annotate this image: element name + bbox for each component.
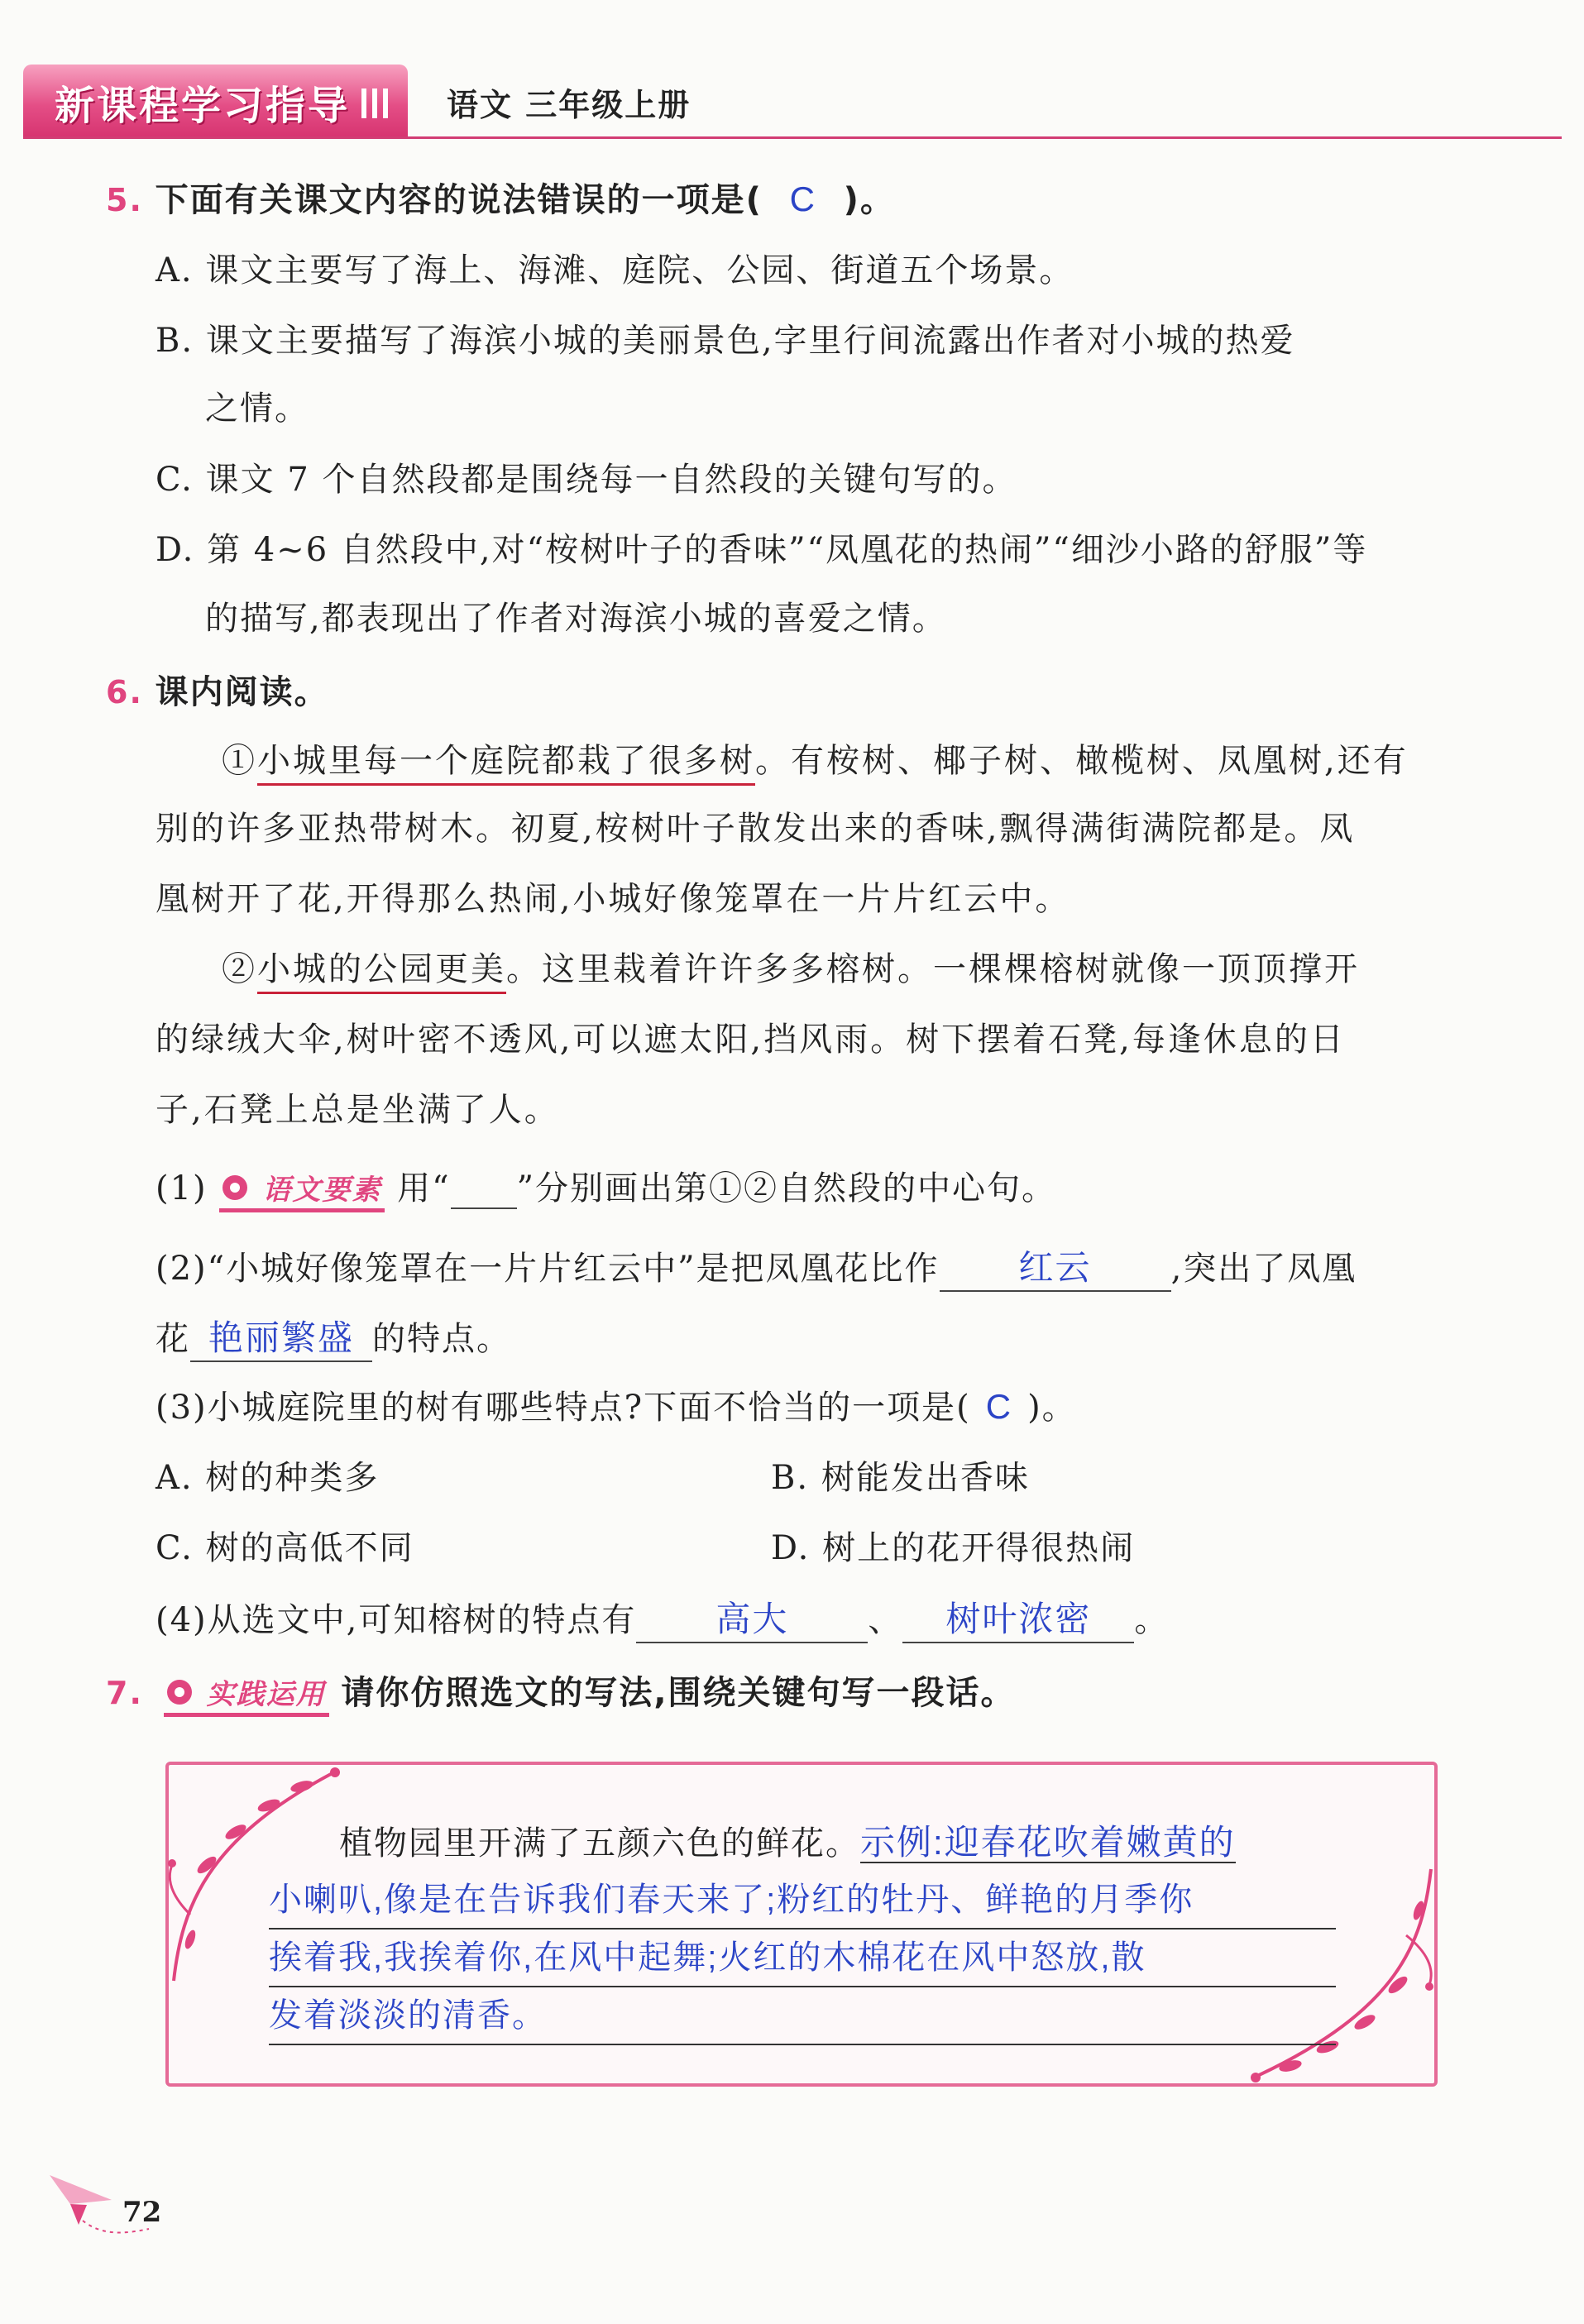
q6-sub1: [156, 1162, 1056, 1212]
q5-option-a: A. 课文主要写了海上、海滩、庭院、公园、街道五个场景。: [156, 251, 1074, 289]
sub1-underline-sample: [451, 1169, 517, 1209]
p1-rest: 。有桉树、椰子树、橄榄树、凤凰树,还有: [755, 742, 1409, 780]
sub3-option-b: B. 树能发出香味: [771, 1459, 1030, 1497]
q6-sub3: [156, 1381, 1077, 1428]
sub2-answer-1[interactable]: 红云: [940, 1241, 1171, 1292]
q5-prompt: [106, 174, 895, 221]
q6-number: 6.: [106, 674, 143, 710]
sub1-number: (1): [156, 1169, 208, 1207]
brand-banner: [23, 65, 408, 139]
q6-sub4: [156, 1592, 1169, 1643]
q6-passage-p2-line3: 子,石凳上总是坐满了人。: [156, 1091, 560, 1129]
brand-bars-decoration: [361, 85, 388, 118]
q6-passage-p1-line1: [222, 734, 1409, 782]
q7-number: 7.: [106, 1675, 143, 1711]
q6-passage-p1-line2: 别的许多亚热带树木。初夏,桉树叶子散发出来的香味,飘得满街满院都是。凤: [156, 810, 1356, 848]
writing-given-sentence: 植物园里开满了五颜六色的鲜花。: [339, 1824, 860, 1863]
tag-label: 语文要素: [262, 1174, 382, 1207]
p1-key-sentence: 小城里每一个庭院都栽了很多树: [257, 742, 755, 786]
speaker-icon: [167, 1680, 192, 1705]
sub2-text-c: 花: [156, 1320, 190, 1358]
writing-row-1: [339, 1815, 1236, 1870]
q5-option-c: C. 课文 7 个自然段都是围绕每一自然段的关键句写的。: [156, 461, 1017, 499]
writing-answer-line-1[interactable]: 示例:迎春花吹着嫩黄的: [860, 1823, 1236, 1862]
sub4-sep: 、: [868, 1601, 903, 1639]
sub3-option-a: A. 树的种类多: [156, 1459, 380, 1497]
brand-title: 新课程学习指导: [55, 82, 351, 129]
sub3-answer: C: [985, 1387, 1013, 1426]
writing-answer-line-2[interactable]: 小喇叭,像是在告诉我们春天来了;粉红的牡丹、鲜艳的月季你: [269, 1873, 1336, 1929]
sub2-text-b: ,突出了凤凰: [1170, 1250, 1357, 1288]
writing-answer-line-4[interactable]: 发着淡淡的清香。: [269, 1989, 1336, 2045]
q7-prompt: 请你仿照选文的写法,围绕关键句写一段话。: [341, 1674, 1016, 1712]
q5-option-b-cont: 之情。: [205, 390, 309, 428]
q7-heading: [106, 1666, 1016, 1717]
p2-marker: ②: [222, 950, 257, 988]
sub2-answer-2[interactable]: 艳丽繁盛: [190, 1311, 372, 1362]
p2-key-sentence: 小城的公园更美: [257, 950, 506, 994]
header-divider: [23, 136, 1562, 139]
sub1-text-b: ”分别画出第①②自然段的中心句。: [516, 1169, 1057, 1207]
sub1-text-a: 用“: [397, 1169, 451, 1207]
p1-marker: ①: [222, 742, 257, 780]
sub4-text-a: (4)从选文中,可知榕树的特点有: [156, 1601, 637, 1639]
tag-shijian-yunyong: [164, 1676, 329, 1717]
q5-answer: C: [789, 179, 816, 218]
subject-label: 语文 三年级上册: [447, 87, 692, 123]
q5-option-d-cont: 的描写,都表现出了作者对海滨小城的喜爱之情。: [205, 600, 947, 638]
q6-sub2-line2: [156, 1311, 511, 1362]
page-number: 72: [122, 2196, 162, 2229]
q5-option-b: B. 课文主要描写了海滨小城的美丽景色,字里行间流露出作者对小城的热爱: [156, 322, 1295, 360]
tag-yuwen-yaosu: [219, 1172, 385, 1212]
pin-icon: [223, 1175, 247, 1200]
sub4-answer-1[interactable]: 高大: [636, 1592, 868, 1643]
sub4-end: 。: [1134, 1601, 1170, 1639]
q6-title: 课内阅读。: [155, 673, 329, 711]
q6-heading: [106, 666, 329, 713]
q5-prompt-before: 下面有关课文内容的说法错误的一项是(: [155, 181, 763, 219]
q5-option-d: D. 第 4~6 自然段中,对“桉树叶子的香味”“凤凰花的热闹”“细沙小路的舒服”等: [156, 531, 1368, 569]
q5-number: 5.: [106, 182, 143, 218]
sub3-option-c: C. 树的高低不同: [156, 1529, 414, 1567]
p2-rest: 。这里栽着许许多多榕树。一棵棵榕树就像一顶顶撑开: [506, 950, 1360, 988]
sub2-text-d: 的特点。: [372, 1320, 511, 1358]
sub4-answer-2[interactable]: 树叶浓密: [902, 1592, 1134, 1643]
q5-prompt-after: )。: [843, 181, 895, 219]
q6-passage-p1-line3: 凰树开了花,开得那么热闹,小城好像笼罩在一片片红云中。: [156, 880, 1071, 918]
q6-passage-p2-line2: 的绿绒大伞,树叶密不透风,可以遮太阳,挡风雨。树下摆着石凳,每逢休息的日: [156, 1021, 1346, 1059]
writing-answer-line-3[interactable]: 挨着我,我挨着你,在风中起舞;火红的木棉花在风中怒放,散: [269, 1931, 1336, 1987]
sub2-text-a: (2)“小城好像笼罩在一片片红云中”是把凤凰花比作: [156, 1250, 940, 1288]
sub3-text-a: (3)小城庭院里的树有哪些特点?下面不恰当的一项是(: [156, 1389, 971, 1427]
q7-tag-label: 实践运用: [206, 1678, 326, 1711]
q6-sub2-line1: [156, 1241, 1357, 1292]
sub3-option-d: D. 树上的花开得很热闹: [771, 1529, 1136, 1567]
q6-passage-p2-line1: [222, 943, 1360, 990]
sub3-text-b: )。: [1027, 1389, 1077, 1427]
